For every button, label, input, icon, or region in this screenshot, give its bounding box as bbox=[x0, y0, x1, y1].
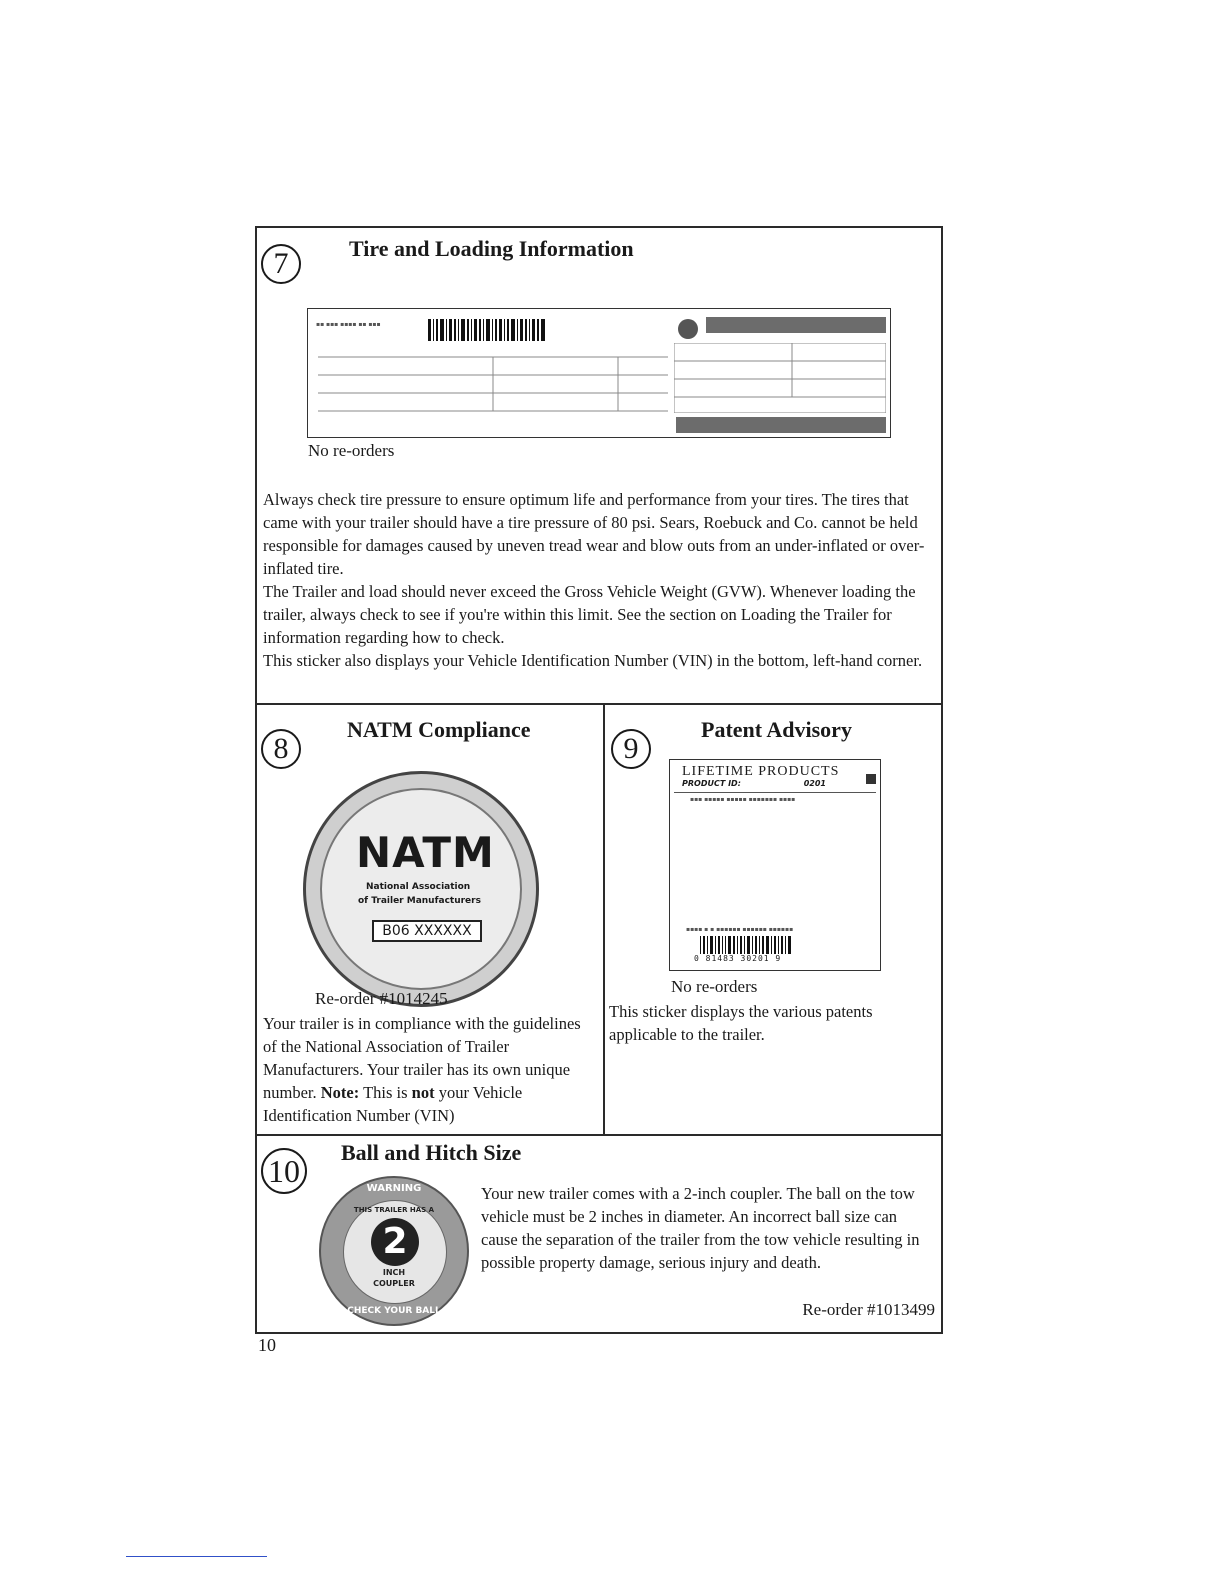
sticker-logo-icon bbox=[678, 319, 698, 339]
tire-sticker-caption: No re-orders bbox=[308, 441, 395, 460]
section-number: 7 bbox=[273, 247, 289, 280]
badge-bottom-text: CHECK YOUR BALL bbox=[347, 1306, 441, 1316]
ball-reorder: Re-order #1013499 bbox=[802, 1300, 935, 1319]
section-patent-advisory bbox=[605, 705, 941, 1135]
tire-paragraph: Always check tire pressure to ensure optimum life and performance from your tires. The tires that came with your trailer should have a tire pressure of 80 psi. Sears, Roebuck and Co. cannot be held responsible for damages caused by uneven tread wear and blow outs from an under-inflated or over-inflated tire. bbox=[263, 490, 925, 578]
natm-seal-code: B06 XXXXXX bbox=[372, 920, 482, 942]
section-natm-compliance bbox=[257, 705, 603, 1135]
section-number: 8 bbox=[273, 732, 289, 765]
natm-reorder: Re-order #1014245 bbox=[315, 989, 448, 1008]
sticker-small-icon bbox=[866, 774, 876, 784]
sticker-code: 0201 bbox=[803, 779, 826, 788]
badge-unit: INCH bbox=[382, 1268, 406, 1277]
tire-paragraph: The Trailer and load should never exceed the Gross Vehicle Weight (GVW). Whenever loading the trailer, always check to see if you're within this limit. See the section on Loading the Trailer for information regarding how to check. bbox=[263, 582, 916, 647]
badge-number: 2 bbox=[382, 1221, 408, 1262]
section-number-badge bbox=[261, 244, 301, 284]
section-ball-hitch bbox=[257, 1136, 941, 1332]
natm-seal-subtext: of Trailer Manufacturers bbox=[358, 896, 481, 906]
sticker-table-graphic bbox=[318, 347, 668, 421]
section-title: Patent Advisory bbox=[701, 717, 852, 742]
natm-text: This is bbox=[363, 1083, 408, 1102]
note-label: Note: bbox=[320, 1083, 360, 1102]
badge-top-text: WARNING bbox=[366, 1183, 422, 1194]
patent-description: This sticker displays the various patents applicable to the trailer. bbox=[609, 1002, 873, 1044]
footer-line bbox=[126, 1556, 267, 1557]
sticker-brand: LIFETIME PRODUCTS bbox=[682, 764, 840, 779]
patent-sticker-image: LIFETIME PRODUCTS PRODUCT ID: 0201 ▪▪▪ ▪▪▪▪▪ ▪▪▪▪▪ ▪▪▪▪▪▪▪ ▪▪▪▪ ▪▪▪▪ ▪ ▪ ▪▪▪▪▪▪ ▪▪▪▪▪▪ ▪▪▪▪▪▪ 0 81483 30201 9 bbox=[669, 759, 881, 971]
page-number: 10 bbox=[258, 1335, 276, 1355]
natm-seal-subtext: National Association bbox=[366, 882, 471, 892]
tire-loading-sticker-image: ▪▪ ▪▪▪ ▪▪▪▪ ▪▪ ▪▪▪ bbox=[307, 308, 891, 438]
sticker-product-label: PRODUCT ID: bbox=[682, 779, 741, 788]
natm-seal-logo: NATM bbox=[356, 828, 495, 877]
section-title: Tire and Loading Information bbox=[349, 236, 634, 261]
section-tire-loading bbox=[257, 228, 941, 704]
tire-paragraph: This sticker also displays your Vehicle Identification Number (VIN) in the bottom, left-hand corner. bbox=[263, 651, 923, 670]
ball-hitch-description: Your new trailer comes with a 2-inch coupler. The ball on the tow vehicle must be 2 inches in diameter. An incorrect ball size can cause the separation of the trailer from the tow vehicle resulting in possible property damage, serious injury and death. bbox=[481, 1184, 920, 1272]
barcode-digits: 0 81483 30201 9 bbox=[694, 954, 782, 963]
badge-word: COUPLER bbox=[373, 1279, 415, 1288]
natm-description bbox=[263, 1012, 597, 1127]
patent-sticker-caption: No re-orders bbox=[671, 977, 758, 996]
natm-text: Your trailer is in compliance with the guidelines of the National Association of Trailer Manufacturers. Your trailer has its own unique number. bbox=[263, 1014, 581, 1102]
tire-description bbox=[263, 488, 935, 672]
barcode-graphic bbox=[700, 936, 810, 954]
section-title: NATM Compliance bbox=[347, 717, 531, 742]
section-number-badge bbox=[611, 729, 651, 769]
natm-seal-image bbox=[303, 771, 539, 1007]
section-number: 10 bbox=[268, 1152, 300, 1189]
not-label: not bbox=[411, 1083, 435, 1102]
section-number-badge bbox=[261, 1148, 307, 1194]
section-number-badge bbox=[261, 729, 301, 769]
section-number: 9 bbox=[623, 732, 639, 765]
barcode-graphic bbox=[428, 319, 588, 341]
coupler-warning-badge-image bbox=[319, 1176, 469, 1326]
badge-mid-text: THIS TRAILER HAS A bbox=[353, 1206, 435, 1214]
sticker-right-table-graphic bbox=[674, 343, 886, 413]
section-title: Ball and Hitch Size bbox=[341, 1140, 522, 1165]
natm-text: your Vehicle Identification Number (VIN) bbox=[263, 1083, 523, 1125]
